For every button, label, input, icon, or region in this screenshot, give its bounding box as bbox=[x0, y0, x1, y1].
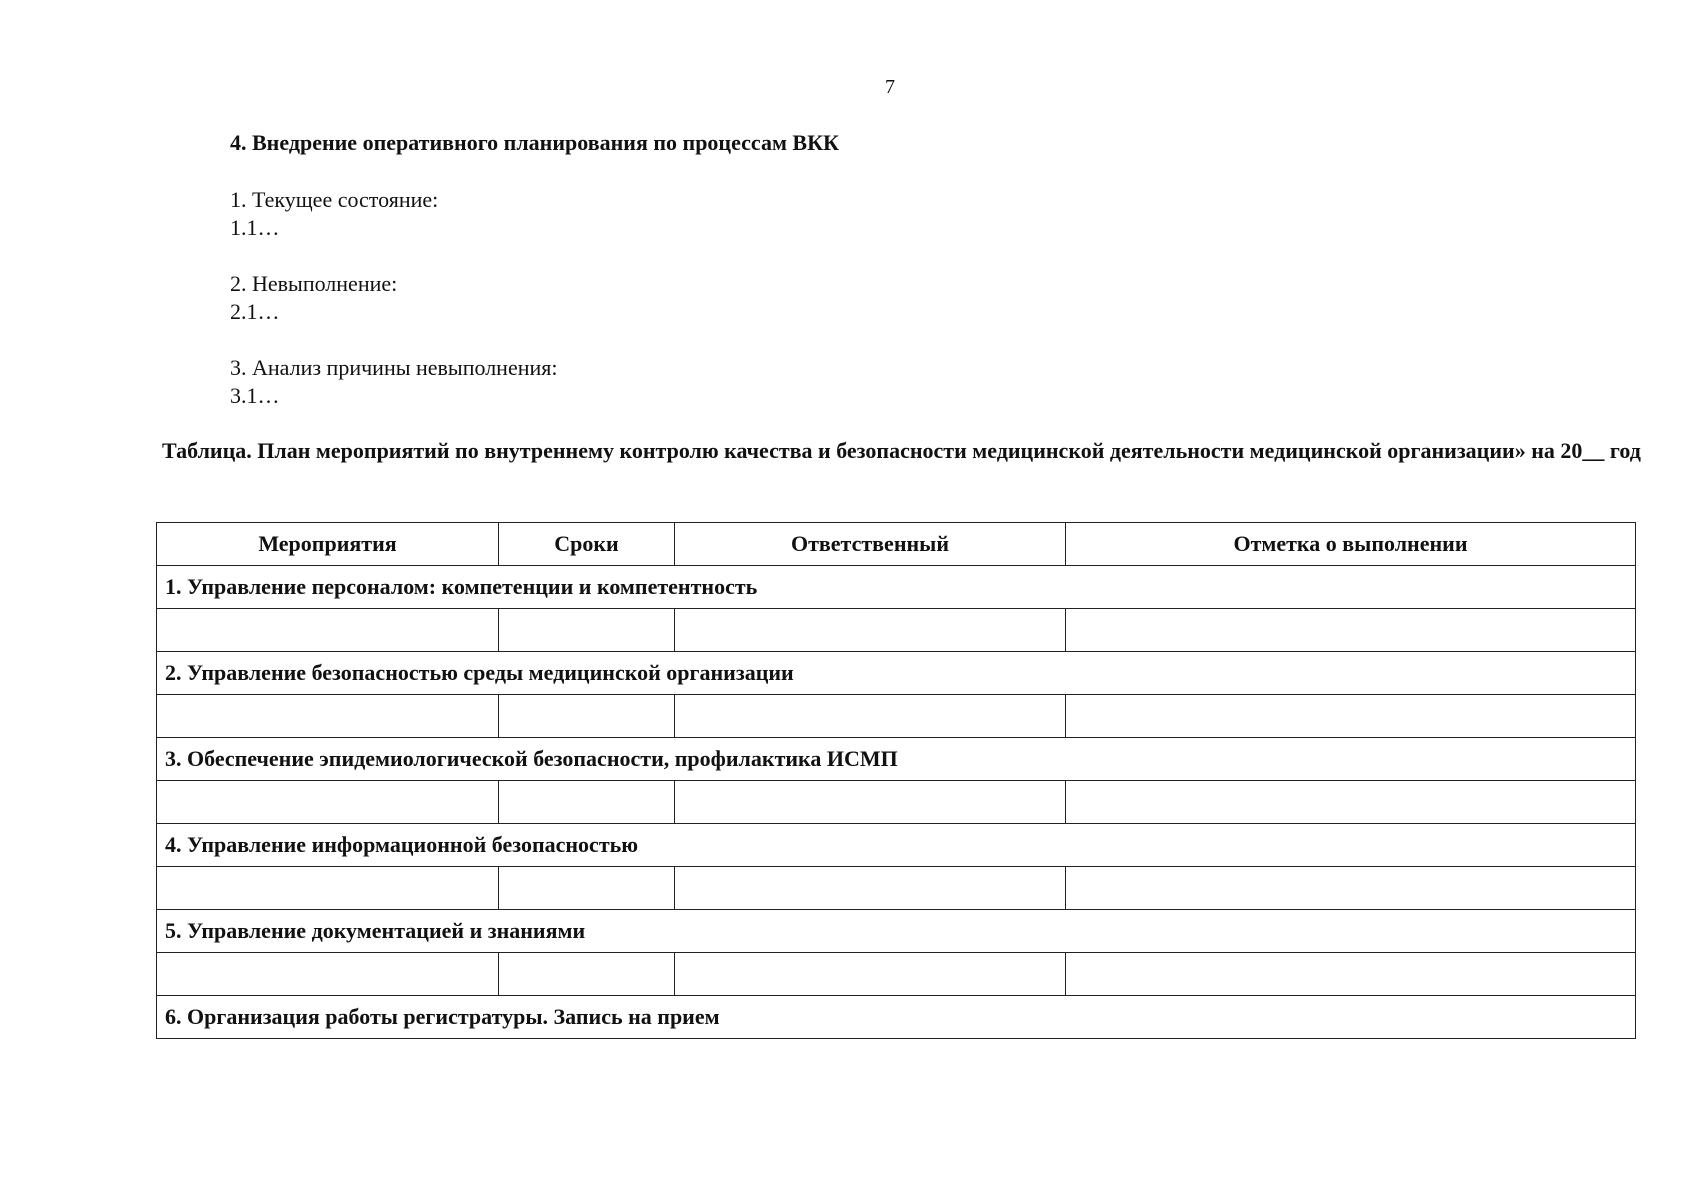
non-fulfillment-label: 2. Невыполнение: bbox=[230, 271, 398, 296]
section-heading: 4. Внедрение оперативного планирования по процессам ВКК bbox=[230, 130, 840, 155]
section-row bbox=[157, 824, 1636, 867]
deadline-cell[interactable] bbox=[499, 867, 675, 910]
activity-cell[interactable] bbox=[157, 867, 499, 910]
table-header-row bbox=[157, 523, 1636, 566]
section-row bbox=[157, 996, 1636, 1039]
completion-cell[interactable] bbox=[1066, 867, 1636, 910]
activity-cell[interactable] bbox=[157, 953, 499, 996]
section-title: 3. Обеспечение эпидемиологической безопасности, профилактика ИСМП bbox=[157, 738, 1636, 781]
completion-cell[interactable] bbox=[1066, 695, 1636, 738]
section-title: 5. Управление документацией и знаниями bbox=[157, 910, 1636, 953]
table-row bbox=[157, 609, 1636, 652]
cause-analysis-value: 3.1… bbox=[230, 383, 280, 408]
section-row bbox=[157, 738, 1636, 781]
responsible-cell[interactable] bbox=[675, 695, 1066, 738]
section-title: 2. Управление безопасностью среды медицинской организации bbox=[157, 652, 1636, 695]
completion-cell[interactable] bbox=[1066, 609, 1636, 652]
section-title: 4. Управление информационной безопасностью bbox=[157, 824, 1636, 867]
current-state-label: 1. Текущее состояние: bbox=[230, 187, 439, 212]
table-row bbox=[157, 781, 1636, 824]
section-title: 6. Организация работы регистратуры. Запись на прием bbox=[157, 996, 1636, 1039]
completion-cell[interactable] bbox=[1066, 781, 1636, 824]
completion-cell[interactable] bbox=[1066, 953, 1636, 996]
responsible-cell[interactable] bbox=[675, 953, 1066, 996]
activity-cell[interactable] bbox=[157, 695, 499, 738]
responsible-cell[interactable] bbox=[675, 867, 1066, 910]
table-caption: Таблица. План мероприятий по внутреннему контролю качества и безопасности медицинской деятельности медицинской организации» на 20__ год bbox=[162, 438, 1641, 463]
activity-cell[interactable] bbox=[157, 609, 499, 652]
header-completion-mark: Отметка о выполнении bbox=[1066, 523, 1636, 566]
section-row bbox=[157, 566, 1636, 609]
deadline-cell[interactable] bbox=[499, 609, 675, 652]
header-activities: Мероприятия bbox=[157, 523, 499, 566]
section-row bbox=[157, 652, 1636, 695]
plan-table bbox=[156, 522, 1636, 1039]
current-state-value: 1.1… bbox=[230, 215, 280, 240]
section-title: 1. Управление персоналом: компетенции и компетентность bbox=[157, 566, 1636, 609]
table-row bbox=[157, 953, 1636, 996]
table-row bbox=[157, 695, 1636, 738]
section-row bbox=[157, 910, 1636, 953]
table-row bbox=[157, 867, 1636, 910]
header-responsible: Ответственный bbox=[675, 523, 1066, 566]
responsible-cell[interactable] bbox=[675, 781, 1066, 824]
non-fulfillment-block bbox=[230, 270, 397, 326]
deadline-cell[interactable] bbox=[499, 695, 675, 738]
header-deadlines: Сроки bbox=[499, 523, 675, 566]
cause-analysis-label: 3. Анализ причины невыполнения: bbox=[230, 355, 558, 380]
deadline-cell[interactable] bbox=[499, 953, 675, 996]
page-number: 7 bbox=[885, 76, 895, 98]
activity-cell[interactable] bbox=[157, 781, 499, 824]
deadline-cell[interactable] bbox=[499, 781, 675, 824]
non-fulfillment-value: 2.1… bbox=[230, 299, 280, 324]
current-state-block bbox=[230, 186, 438, 242]
cause-analysis-block bbox=[230, 354, 558, 410]
responsible-cell[interactable] bbox=[675, 609, 1066, 652]
